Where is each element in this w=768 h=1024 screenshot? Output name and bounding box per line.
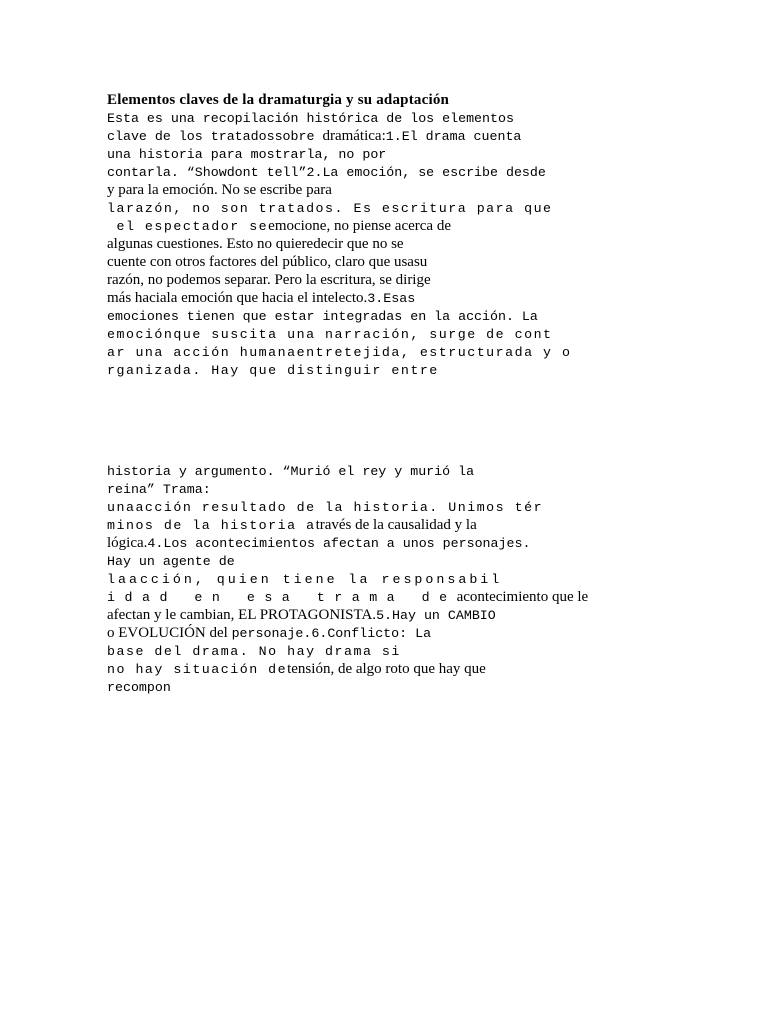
text-line bbox=[107, 199, 667, 217]
text-segment: y para la emoción. No se escribe para bbox=[107, 182, 332, 198]
text-segment: reina” Trama: bbox=[107, 482, 211, 497]
text-line bbox=[107, 181, 667, 199]
text-segment: lógica. bbox=[107, 535, 148, 551]
text-segment: cuente con otros factores del público, claro que usasu bbox=[107, 254, 428, 270]
text-segment: unaacción resultado de la historia. Unimos tér bbox=[107, 500, 544, 515]
text-segment: afectan y le cambian, EL PROTAGONISTA. bbox=[107, 607, 377, 623]
document-text-block-1 bbox=[107, 91, 667, 379]
text-line bbox=[107, 534, 667, 552]
document-title: Elementos claves de la dramaturgia y su adaptación bbox=[107, 92, 450, 108]
text-line bbox=[107, 660, 667, 678]
paragraph-block-2 bbox=[107, 462, 667, 696]
text-segment: tensión, de algo roto que hay que bbox=[287, 661, 486, 677]
text-line bbox=[107, 163, 667, 181]
text-line bbox=[107, 271, 667, 289]
text-segment: dramática: bbox=[322, 128, 386, 144]
text-line bbox=[107, 606, 667, 624]
text-segment: personaje.6.Conflicto: La bbox=[231, 626, 432, 641]
text-segment: acontecimiento que le bbox=[456, 589, 589, 605]
text-segment: 3.Esas bbox=[367, 291, 416, 306]
text-line bbox=[107, 217, 667, 235]
text-segment: o EVOLUCIÓN del bbox=[107, 625, 232, 641]
text-line bbox=[107, 109, 667, 127]
text-segment: algunas cuestiones. Esto no quieredecir que no se bbox=[107, 236, 404, 252]
text-line bbox=[107, 325, 667, 343]
paragraph-block-1 bbox=[107, 109, 667, 379]
text-segment: contarla. “Showdont tell”2.La emoción, se escribe desde bbox=[107, 165, 546, 180]
document-text-block-2 bbox=[107, 462, 667, 696]
text-segment: emocione, no piense acerca de bbox=[268, 218, 451, 234]
text-segment: historia y argumento. “Murió el rey y murió la bbox=[107, 464, 475, 479]
text-segment: el espectador se bbox=[107, 219, 269, 234]
text-line bbox=[107, 678, 667, 696]
text-segment: idad en esa trama de bbox=[107, 590, 457, 605]
text-line bbox=[107, 642, 667, 660]
text-segment: 4.Los acontecimientos afectan a unos personajes. bbox=[147, 536, 531, 551]
text-line bbox=[107, 480, 667, 498]
text-segment: laacción, quien tiene la responsabil bbox=[107, 572, 503, 587]
text-segment: una historia para mostrarla, no por bbox=[107, 147, 387, 162]
text-line bbox=[107, 361, 667, 379]
text-line bbox=[107, 498, 667, 516]
text-segment: rganizada. Hay que distinguir entre bbox=[107, 363, 439, 378]
text-segment: 1.El drama cuenta bbox=[385, 129, 522, 144]
text-segment: emociones tienen que estar integradas en la acción. La bbox=[107, 309, 538, 324]
text-line bbox=[107, 289, 667, 307]
text-line bbox=[107, 570, 667, 588]
text-segment: clave de los tratadossobre bbox=[107, 129, 323, 144]
text-segment: Hay un agente de bbox=[107, 554, 235, 569]
text-line bbox=[107, 235, 667, 253]
text-line bbox=[107, 552, 667, 570]
text-line bbox=[107, 307, 667, 325]
text-segment: minos de la historia a bbox=[107, 518, 316, 533]
text-line bbox=[107, 588, 667, 606]
text-segment: Esta es una recopilación histórica de los elementos bbox=[107, 111, 514, 126]
text-line bbox=[107, 127, 667, 145]
text-line bbox=[107, 624, 667, 642]
text-segment: razón, no podemos separar. Pero la escritura, se dirige bbox=[107, 272, 431, 288]
text-segment: larazón, no son tratados. Es escritura para que bbox=[107, 201, 553, 216]
text-segment: emociónque suscita una narración, surge de cont bbox=[107, 327, 553, 342]
text-segment: más haciala emoción que hacia el intelecto. bbox=[107, 290, 368, 306]
text-line bbox=[107, 516, 667, 534]
text-line bbox=[107, 145, 667, 163]
text-segment: base del drama. No hay drama si bbox=[107, 644, 401, 659]
text-line bbox=[107, 343, 667, 361]
text-segment: ar una acción humanaentretejida, estructurada y o bbox=[107, 345, 572, 360]
text-segment: través de la causalidad y la bbox=[315, 517, 477, 533]
text-segment: 5.Hay un CAMBIO bbox=[376, 608, 496, 623]
text-line bbox=[107, 462, 667, 480]
text-segment: recompon bbox=[107, 680, 171, 695]
text-segment: no hay situación de bbox=[107, 662, 288, 677]
text-line bbox=[107, 253, 667, 271]
